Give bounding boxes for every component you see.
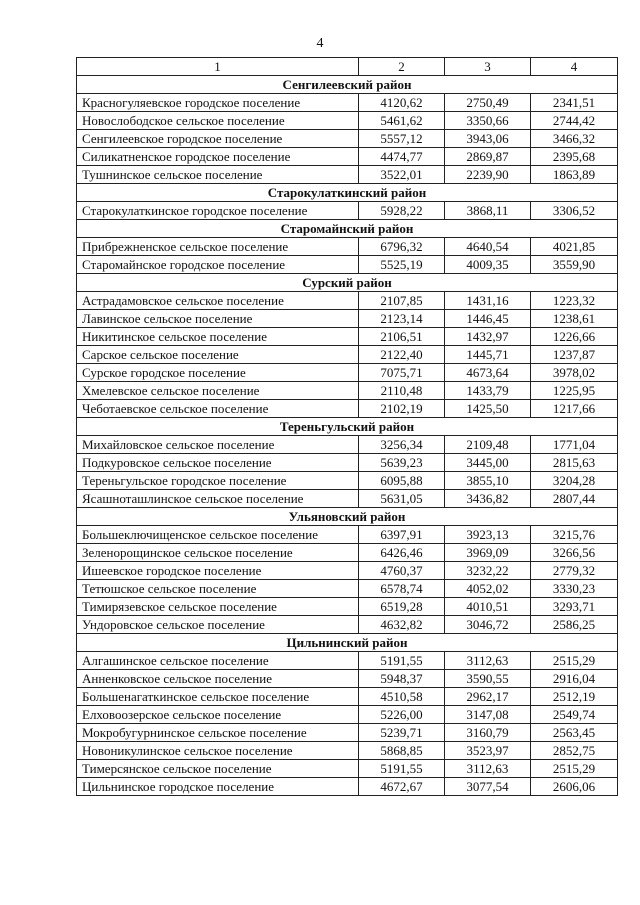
value-col-3: 2239,90 — [445, 166, 531, 184]
settlement-name: Мокробугурнинское сельское поселение — [77, 724, 359, 742]
settlement-name: Тетюшское сельское поселение — [77, 580, 359, 598]
value-col-3: 3350,66 — [445, 112, 531, 130]
value-col-2: 4632,82 — [359, 616, 445, 634]
district-header-row — [77, 274, 618, 292]
value-col-3: 3232,22 — [445, 562, 531, 580]
settlement-name: Анненковское сельское поселение — [77, 670, 359, 688]
value-col-2: 2122,40 — [359, 346, 445, 364]
value-col-4: 1238,61 — [531, 310, 618, 328]
table-row — [77, 490, 618, 508]
settlement-name: Цильнинское городское поселение — [77, 778, 359, 796]
value-col-4: 1771,04 — [531, 436, 618, 454]
settlement-name: Ишеевское городское поселение — [77, 562, 359, 580]
value-col-4: 3215,76 — [531, 526, 618, 544]
value-col-4: 2341,51 — [531, 94, 618, 112]
value-col-4: 3466,32 — [531, 130, 618, 148]
value-col-3: 1433,79 — [445, 382, 531, 400]
district-name: Тереньгульский район — [77, 418, 618, 436]
settlement-name: Астрадамовское сельское поселение — [77, 292, 359, 310]
settlement-name: Большенагаткинское сельское поселение — [77, 688, 359, 706]
table-row — [77, 94, 618, 112]
table-row — [77, 292, 618, 310]
table-row — [77, 670, 618, 688]
settlement-table — [76, 57, 618, 796]
value-col-4: 2395,68 — [531, 148, 618, 166]
value-col-4: 1223,32 — [531, 292, 618, 310]
value-col-4: 2563,45 — [531, 724, 618, 742]
value-col-4: 4021,85 — [531, 238, 618, 256]
value-col-3: 2109,48 — [445, 436, 531, 454]
value-col-3: 2962,17 — [445, 688, 531, 706]
value-col-2: 2106,51 — [359, 328, 445, 346]
value-col-2: 4672,67 — [359, 778, 445, 796]
district-header-row — [77, 508, 618, 526]
settlement-name: Ундоровское сельское поселение — [77, 616, 359, 634]
table-row — [77, 526, 618, 544]
settlement-name: Алгашинское сельское поселение — [77, 652, 359, 670]
value-col-4: 3293,71 — [531, 598, 618, 616]
value-col-4: 2549,74 — [531, 706, 618, 724]
settlement-name: Чеботаевское сельское поселение — [77, 400, 359, 418]
value-col-4: 2779,32 — [531, 562, 618, 580]
column-number: 1 — [77, 58, 359, 76]
table-row — [77, 436, 618, 454]
value-col-3: 3436,82 — [445, 490, 531, 508]
table-row — [77, 400, 618, 418]
value-col-4: 2916,04 — [531, 670, 618, 688]
value-col-2: 3256,34 — [359, 436, 445, 454]
table-row — [77, 148, 618, 166]
settlement-name: Елховоозерское сельское поселение — [77, 706, 359, 724]
table-row — [77, 310, 618, 328]
settlement-name: Хмелевское сельское поселение — [77, 382, 359, 400]
value-col-3: 3112,63 — [445, 760, 531, 778]
table-row — [77, 652, 618, 670]
table-row — [77, 598, 618, 616]
table-row — [77, 742, 618, 760]
value-col-2: 6519,28 — [359, 598, 445, 616]
settlement-name: Сурское городское поселение — [77, 364, 359, 382]
value-col-3: 3046,72 — [445, 616, 531, 634]
settlement-name: Новослободское сельское поселение — [77, 112, 359, 130]
value-col-4: 3266,56 — [531, 544, 618, 562]
value-col-3: 3112,63 — [445, 652, 531, 670]
district-header-row — [77, 220, 618, 238]
district-header-row — [77, 76, 618, 94]
value-col-3: 4052,02 — [445, 580, 531, 598]
district-name: Старокулаткинский район — [77, 184, 618, 202]
table-row — [77, 328, 618, 346]
value-col-2: 6095,88 — [359, 472, 445, 490]
settlement-name: Новоникулинское сельское поселение — [77, 742, 359, 760]
table-row — [77, 562, 618, 580]
value-col-2: 5639,23 — [359, 454, 445, 472]
value-col-2: 2102,19 — [359, 400, 445, 418]
table-row — [77, 238, 618, 256]
value-col-2: 5191,55 — [359, 652, 445, 670]
page-number: 4 — [316, 36, 324, 51]
settlement-name: Никитинское сельское поселение — [77, 328, 359, 346]
value-col-2: 5557,12 — [359, 130, 445, 148]
value-col-4: 2744,42 — [531, 112, 618, 130]
value-col-2: 2123,14 — [359, 310, 445, 328]
settlement-name: Тимирязевское сельское поселение — [77, 598, 359, 616]
value-col-3: 3445,00 — [445, 454, 531, 472]
value-col-3: 1431,16 — [445, 292, 531, 310]
table-row — [77, 166, 618, 184]
value-col-2: 5868,85 — [359, 742, 445, 760]
value-col-4: 3306,52 — [531, 202, 618, 220]
value-col-4: 3330,23 — [531, 580, 618, 598]
district-name: Цильнинский район — [77, 634, 618, 652]
value-col-2: 3522,01 — [359, 166, 445, 184]
value-col-3: 3147,08 — [445, 706, 531, 724]
table-row — [77, 778, 618, 796]
settlement-name: Большеключищенское сельское поселение — [77, 526, 359, 544]
value-col-2: 5226,00 — [359, 706, 445, 724]
settlement-name: Тереньгульское городское поселение — [77, 472, 359, 490]
district-name: Сурский район — [77, 274, 618, 292]
value-col-3: 1446,45 — [445, 310, 531, 328]
settlement-name: Старокулаткинское городское поселение — [77, 202, 359, 220]
value-col-2: 4120,62 — [359, 94, 445, 112]
value-col-3: 1425,50 — [445, 400, 531, 418]
value-col-4: 2606,06 — [531, 778, 618, 796]
district-name: Сенгилеевский район — [77, 76, 618, 94]
table-row — [77, 688, 618, 706]
column-number-row — [77, 58, 618, 76]
value-col-4: 3204,28 — [531, 472, 618, 490]
settlement-name: Тушнинское сельское поселение — [77, 166, 359, 184]
value-col-3: 1432,97 — [445, 328, 531, 346]
value-col-3: 3923,13 — [445, 526, 531, 544]
value-col-2: 2110,48 — [359, 382, 445, 400]
settlement-name: Прибрежненское сельское поселение — [77, 238, 359, 256]
table-row — [77, 130, 618, 148]
settlement-name: Силикатненское городское поселение — [77, 148, 359, 166]
value-col-2: 6796,32 — [359, 238, 445, 256]
value-col-3: 3855,10 — [445, 472, 531, 490]
value-col-3: 3969,09 — [445, 544, 531, 562]
value-col-2: 5631,05 — [359, 490, 445, 508]
value-col-4: 2515,29 — [531, 652, 618, 670]
value-col-2: 5191,55 — [359, 760, 445, 778]
district-header-row — [77, 184, 618, 202]
value-col-3: 4673,64 — [445, 364, 531, 382]
value-col-4: 2515,29 — [531, 760, 618, 778]
column-number: 3 — [445, 58, 531, 76]
settlement-name: Лавинское сельское поселение — [77, 310, 359, 328]
value-col-2: 4510,58 — [359, 688, 445, 706]
table-row — [77, 724, 618, 742]
value-col-2: 2107,85 — [359, 292, 445, 310]
value-col-4: 1237,87 — [531, 346, 618, 364]
table-row — [77, 112, 618, 130]
value-col-3: 1445,71 — [445, 346, 531, 364]
value-col-3: 2750,49 — [445, 94, 531, 112]
value-col-4: 2586,25 — [531, 616, 618, 634]
value-col-4: 1225,95 — [531, 382, 618, 400]
table-row — [77, 760, 618, 778]
settlement-name: Старомайнское городское поселение — [77, 256, 359, 274]
value-col-3: 3943,06 — [445, 130, 531, 148]
value-col-4: 3978,02 — [531, 364, 618, 382]
value-col-4: 1863,89 — [531, 166, 618, 184]
settlement-name: Ясашноташлинское сельское поселение — [77, 490, 359, 508]
value-col-2: 6578,74 — [359, 580, 445, 598]
table-row — [77, 454, 618, 472]
table-body — [77, 76, 618, 796]
value-col-2: 4474,77 — [359, 148, 445, 166]
value-col-3: 4009,35 — [445, 256, 531, 274]
settlement-name: Красногуляевское городское поселение — [77, 94, 359, 112]
table-row — [77, 364, 618, 382]
settlement-name: Сарское сельское поселение — [77, 346, 359, 364]
value-col-2: 5928,22 — [359, 202, 445, 220]
value-col-3: 3590,55 — [445, 670, 531, 688]
settlement-name: Сенгилеевское городское поселение — [77, 130, 359, 148]
value-col-4: 2807,44 — [531, 490, 618, 508]
settlement-name: Михайловское сельское поселение — [77, 436, 359, 454]
value-col-4: 3559,90 — [531, 256, 618, 274]
value-col-3: 3160,79 — [445, 724, 531, 742]
value-col-2: 4760,37 — [359, 562, 445, 580]
value-col-4: 2852,75 — [531, 742, 618, 760]
value-col-4: 1217,66 — [531, 400, 618, 418]
table-row — [77, 472, 618, 490]
value-col-3: 2869,87 — [445, 148, 531, 166]
settlement-name: Зеленорощинское сельское поселение — [77, 544, 359, 562]
table-row — [77, 202, 618, 220]
column-number: 2 — [359, 58, 445, 76]
table-row — [77, 382, 618, 400]
value-col-2: 5239,71 — [359, 724, 445, 742]
value-col-2: 7075,71 — [359, 364, 445, 382]
value-col-3: 4010,51 — [445, 598, 531, 616]
value-col-3: 3868,11 — [445, 202, 531, 220]
table-row — [77, 616, 618, 634]
table-row — [77, 580, 618, 598]
district-header-row — [77, 418, 618, 436]
value-col-2: 5948,37 — [359, 670, 445, 688]
table-row — [77, 544, 618, 562]
value-col-2: 5525,19 — [359, 256, 445, 274]
table-row — [77, 346, 618, 364]
value-col-4: 1226,66 — [531, 328, 618, 346]
district-name: Старомайнский район — [77, 220, 618, 238]
table-row — [77, 256, 618, 274]
value-col-4: 2512,19 — [531, 688, 618, 706]
value-col-2: 6426,46 — [359, 544, 445, 562]
value-col-3: 4640,54 — [445, 238, 531, 256]
district-header-row — [77, 634, 618, 652]
value-col-3: 3523,97 — [445, 742, 531, 760]
settlement-name: Тимерсянское сельское поселение — [77, 760, 359, 778]
table-row — [77, 706, 618, 724]
value-col-3: 3077,54 — [445, 778, 531, 796]
column-number: 4 — [531, 58, 618, 76]
settlement-name: Подкуровское сельское поселение — [77, 454, 359, 472]
value-col-4: 2815,63 — [531, 454, 618, 472]
district-name: Ульяновский район — [77, 508, 618, 526]
value-col-2: 6397,91 — [359, 526, 445, 544]
value-col-2: 5461,62 — [359, 112, 445, 130]
